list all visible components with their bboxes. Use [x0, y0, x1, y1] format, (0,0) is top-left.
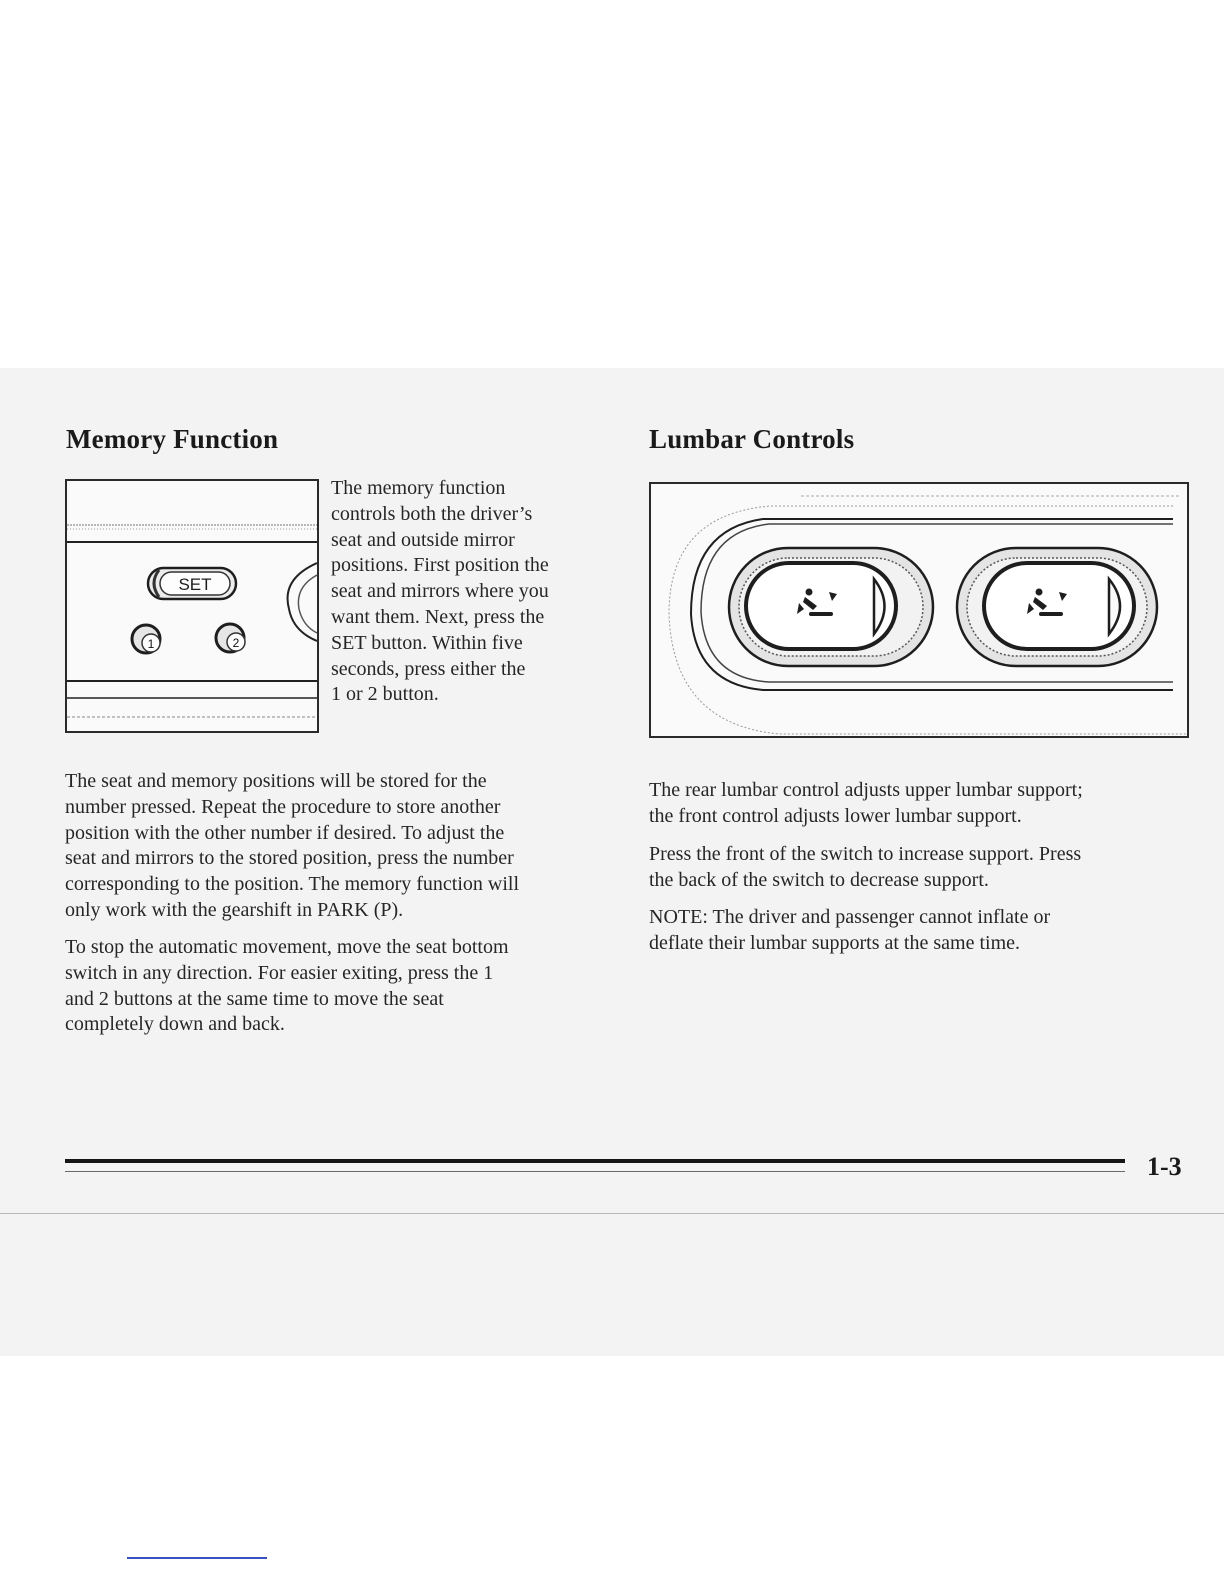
lumbar-note: NOTE: The driver and passenger cannot inflate or deflate their lumbar supports at the same time.	[649, 906, 1051, 954]
memory-paragraph-1: The seat and memory positions will be stored for the number pressed. Repeat the procedure to store another position with the other number if desired. To adjust the seat and mirrors to the stored position, press the number corresponding to the position. The memory function will only work with the gearshift in PARK (P).	[65, 770, 520, 921]
scan-edge	[0, 1213, 1224, 1214]
lumbar-switches-illustration	[651, 484, 1187, 736]
svg-text:2: 2	[232, 636, 240, 650]
memory-function-heading: Memory Function	[66, 424, 279, 454]
link-underline	[127, 1557, 267, 1559]
set-button	[148, 568, 236, 599]
lumbar-switch-passenger	[957, 548, 1157, 666]
lumbar-switches-figure	[649, 482, 1189, 738]
set-button-label: SET	[178, 575, 212, 594]
memory-paragraph-2: To stop the automatic movement, move the seat bottom switch in any direction. For easier exiting, press the 1 and 2 buttons at the same time to move the seat completely down and back.	[65, 936, 509, 1036]
memory-button-1	[132, 625, 160, 653]
memory-intro-text: The memory function controls both the driver’s seat and outside mirror positions. First position the seat and mirrors where you want them. Next, press the SET button. Within five seconds, press either the 1 or 2 button.	[331, 477, 549, 706]
svg-text:1: 1	[147, 637, 155, 651]
page-number: 1-3	[1147, 1152, 1182, 1181]
memory-buttons-illustration	[67, 481, 317, 731]
footer-rule-thin	[65, 1171, 1125, 1172]
lumbar-switch-driver	[729, 548, 933, 666]
footer-rule	[65, 1159, 1125, 1163]
lumbar-controls-heading: Lumbar Controls	[649, 424, 855, 454]
memory-button-2	[216, 624, 245, 652]
lumbar-paragraph-1: The rear lumbar control adjusts upper lumbar support; the front control adjusts lower lumbar support.	[649, 779, 1083, 827]
lumbar-paragraph-2: Press the front of the switch to increase support. Press the back of the switch to decrease support.	[649, 843, 1082, 891]
memory-buttons-figure	[65, 479, 319, 733]
